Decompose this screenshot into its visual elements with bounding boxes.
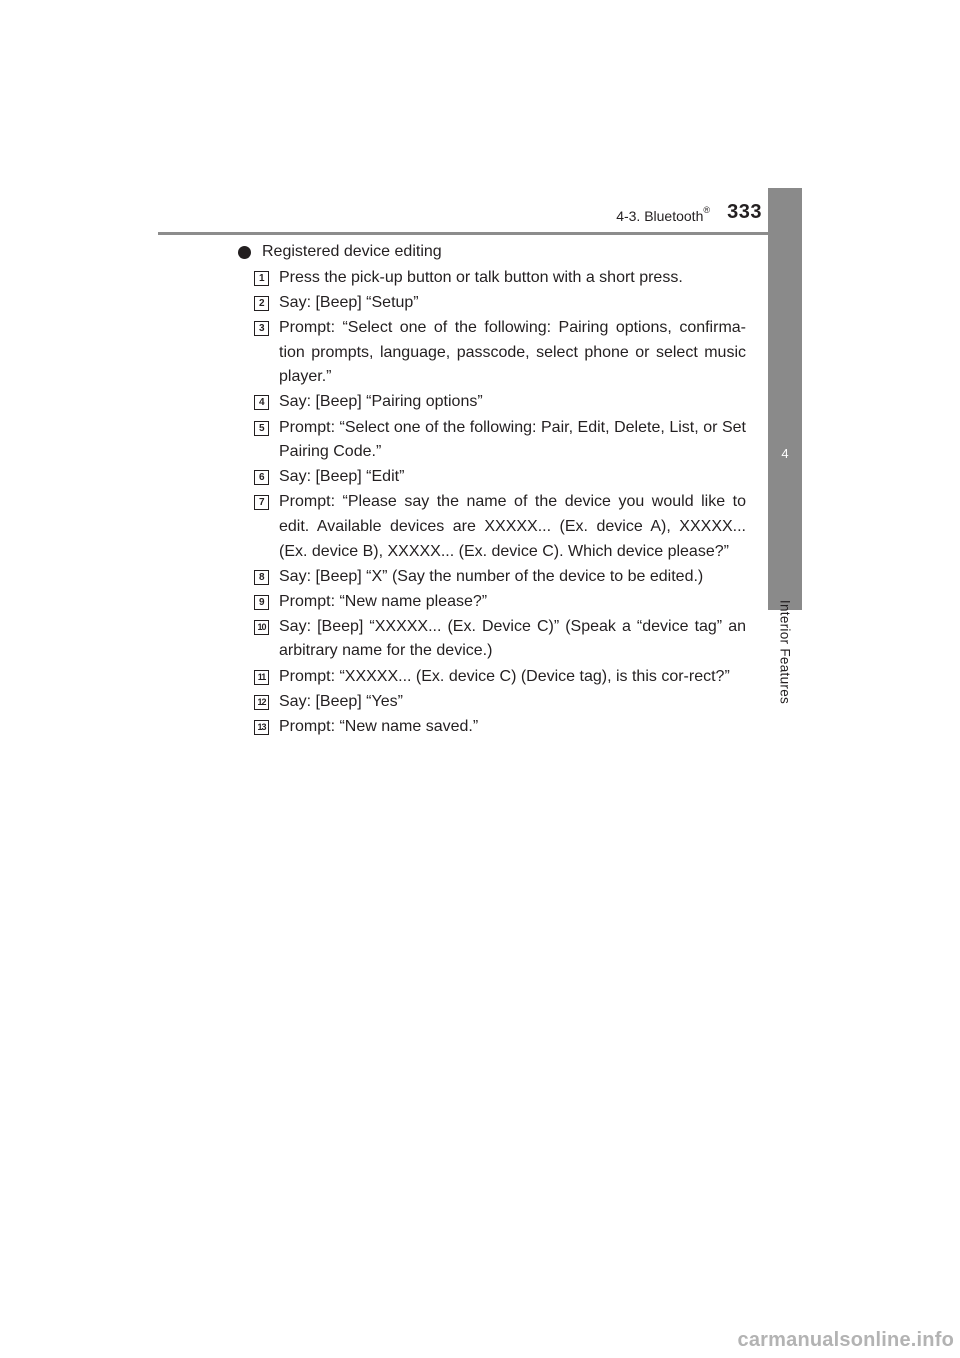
step-item: [238, 465, 746, 490]
chapter-number: 4: [781, 446, 789, 461]
step-number-badge: 3: [254, 321, 269, 336]
step-item: [238, 615, 746, 664]
step-text: Prompt: “Select one of the following: Pair, Edit, Delete, List, or Set Pairing Code.”: [279, 418, 746, 461]
step-number-badge: 7: [254, 495, 269, 510]
step-number-badge: 2: [254, 296, 269, 311]
step-text: Prompt: “Select one of the following: Pairing options, confirma-tion prompts, language, passcode, select phone or select music player.”: [279, 319, 746, 386]
step-item: [238, 490, 746, 564]
step-number-badge: 6: [254, 470, 269, 485]
step-item: [238, 715, 746, 740]
registered-mark: ®: [703, 205, 710, 216]
step-text: Say: [Beep] “X” (Say the number of the device to be edited.): [279, 567, 704, 585]
chapter-tab: [768, 188, 802, 610]
step-number-badge: 5: [254, 421, 269, 436]
step-number-badge: 10: [254, 620, 269, 635]
step-item: [238, 565, 746, 590]
step-text: Prompt: “New name saved.”: [279, 717, 479, 735]
page-number: 333: [727, 201, 762, 223]
section-heading: [238, 240, 746, 265]
step-number-badge: 4: [254, 395, 269, 410]
heading-text: Registered device editing: [262, 243, 442, 260]
step-number-badge: 1: [254, 271, 269, 286]
step-text: Say: [Beep] “Edit”: [279, 468, 405, 486]
step-text: Press the pick-up button or talk button with a short press.: [279, 269, 683, 286]
step-item: [238, 316, 746, 390]
step-text: Say: [Beep] “Yes”: [279, 692, 403, 710]
page-header: [158, 200, 802, 236]
step-number-badge: 8: [254, 570, 269, 585]
chapter-label: Interior Features: [777, 599, 793, 705]
step-number-badge: 13: [254, 720, 269, 735]
step-number-badge: 11: [254, 670, 269, 685]
main-content: [238, 240, 746, 740]
step-item: [238, 590, 746, 615]
step-number-badge: 9: [254, 595, 269, 610]
step-text: Say: [Beep] “XXXXX... (Ex. Device C)” (Speak a “device tag” an arbitrary name for the device.): [279, 617, 746, 660]
steps-list: [238, 266, 746, 739]
section-title: 4-3. Bluetooth®: [616, 205, 710, 224]
step-text: Prompt: “Please say the name of the device you would like to edit. Available devices are XXXXX... (Ex. device A), XXXXX... (Ex. device B), XXXXX... (Ex. device C). Which device please?”: [279, 493, 746, 560]
step-text: Prompt: “XXXXX... (Ex. device C) (Device tag), is this cor-rect?”: [279, 667, 730, 685]
header-divider: [158, 232, 802, 235]
step-item: [238, 266, 746, 291]
step-item: [238, 665, 746, 690]
step-item: [238, 416, 746, 465]
bullet-icon: [238, 246, 251, 259]
step-item: [238, 390, 746, 415]
step-item: [238, 291, 746, 316]
step-number-badge: 12: [254, 695, 269, 710]
step-text: Say: [Beep] “Setup”: [279, 294, 419, 312]
watermark: carmanualsonline.info: [737, 1329, 954, 1351]
step-text: Say: [Beep] “Pairing options”: [279, 393, 483, 411]
step-item: [238, 690, 746, 715]
step-text: Prompt: “New name please?”: [279, 592, 488, 610]
